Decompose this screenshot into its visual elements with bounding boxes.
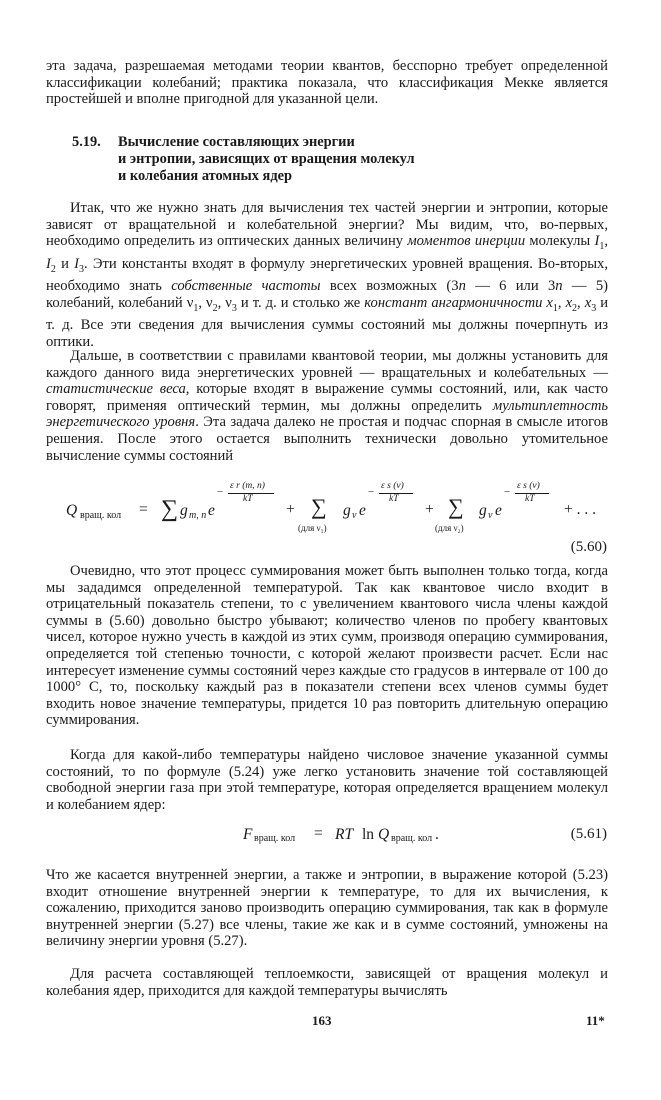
- eq2-q-symbol: Q: [378, 826, 390, 843]
- eq-plus-2: +: [425, 501, 434, 518]
- eq-e-2: e: [359, 502, 366, 519]
- emphasis-moments-of-inertia: моментов инерции: [407, 233, 526, 250]
- eq-g-2: g: [343, 502, 351, 519]
- top-paragraph: эта задача, разрешаемая методами теории квантов, бесспорно требует определенной классификации колебаний; практика показала, что классификация Мекке является простейшей и вполне пригодной для указанной цели.: [46, 58, 608, 108]
- eq-sum-1: ∑: [161, 496, 179, 522]
- eq2-f-subscript: вращ. кол: [254, 833, 296, 844]
- eq-exp-1-denominator: kT: [243, 494, 253, 504]
- eq-exp-2-numerator: ε s (v): [381, 481, 404, 491]
- section-number: 5.19.: [72, 134, 101, 150]
- eq-plus-1: +: [286, 501, 295, 518]
- eq-q-symbol: Q: [66, 502, 78, 519]
- eq2-dot: .: [435, 826, 439, 843]
- section-title-line-3: и колебания атомных ядер: [118, 168, 293, 184]
- paragraph-3: Очевидно, что этот процесс суммирования может быть выполнен только тогда, когда мы зададимся определенной температурой. Так как квантовое число входит в отрицательный показатель степени, то с увеличением квантового числа члены каждой суммы в (5.60) довольно быстро убывают; количество членов по пробегу квантовых чисел, которое нужно учесть в каждой из этих сумм, производя операцию суммирования, определяется той степенью точности, с которой желают произвести расчет. Если нас интересует изменение суммы состояний через каждые сто градусов в интервале от 100 до 1000° С, то, поскольку каждый раз в показатели степени всех членов суммы будет входить новое значение температуры, придется 10 раз повторить длительную операцию суммирования.: [46, 563, 608, 729]
- eq-g-3: g: [479, 502, 487, 519]
- eq-trailing-dots: + . . .: [564, 501, 596, 518]
- eq-e-1: e: [208, 502, 215, 519]
- equation-5-60: [0, 481, 661, 540]
- emphasis-statistical-weights: статистические веса: [46, 381, 186, 398]
- paragraph-5: Что же касается внутренней энергии, а также и энтропии, в выражение которой (5.23) входит отношение внутренней энергии к температуре, то для их вычисления, к сожалению, приходится заново производить операцию суммирования, так как в формуле внутренней энергии (5.27) все члены, такие же как и в сумме состояний, умножены на величину энергии уровня (5.27).: [46, 867, 608, 950]
- eq-equals: =: [139, 501, 148, 518]
- paragraph-1: Итак, что же нужно знать для вычисления тех частей энергии и энтропии, которые зависят от вращательной и колебательной энергии? Мы видим, что, во-первых, необходимо определить из оптических данных величину моментов инерции молекулы $I_1$, $I_2$ и $I_3$. Эти константы входят в формулу энергетических уровней вращения. Во-вторых, необходимо знать собственные частоты всех возможных (3n — 6 или 3n — 5) колебаний, колебаний $\nu_1$, $\nu_2$, $\nu_3$ и т. д. и столько же констант ангармоничности $x_1$, $x_2$, $x_3$ и т. д. Все эти сведения для вычисления суммы состояний мы должны почерпнуть из оптики.: [46, 200, 609, 350]
- paragraph-4: Когда для какой-либо температуры найдено числовое значение указанной суммы состояний, то по формуле (5.24) уже легко установить значение той составляющей свободной энергии газа при этой температуре, которая определяется вращением молекул и колебанием ядер:: [46, 747, 608, 813]
- page-number: 163: [312, 1013, 332, 1028]
- eq-sum-3-under: (для ν₂): [435, 523, 464, 533]
- eq2-q-subscript: вращ. кол: [391, 833, 433, 844]
- eq-exp-2-denominator: kT: [389, 494, 399, 504]
- section-title-line-1: Вычисление составляющих энергии: [118, 134, 355, 150]
- section-title-line-2: и энтропии, зависящих от вращения молекул: [118, 151, 415, 167]
- eq-sum-2: ∑: [311, 494, 327, 519]
- eq-q-subscript: вращ. кол: [80, 510, 122, 521]
- equation-5-61: [0, 824, 661, 848]
- eq2-rt: RT: [335, 826, 354, 843]
- eq-exp-1-numerator: ε r (m, n): [230, 481, 265, 491]
- eq2-equals: =: [314, 825, 323, 842]
- paragraph-6: Для расчета составляющей теплоемкости, зависящей от вращения молекул и колебания ядер, приходится для каждой температуры вычислять: [46, 966, 608, 999]
- eq2-ln: ln: [362, 826, 375, 843]
- eq-exp-3-denominator: kT: [525, 494, 535, 504]
- section-heading: [72, 134, 552, 185]
- eq-sum-2-under: (для ν₁): [298, 523, 327, 533]
- eq-exp-2-minus: −: [368, 486, 375, 498]
- eq-exp-3-minus: −: [504, 486, 511, 498]
- emphasis-eigenfrequencies: собственные частоты: [171, 278, 321, 295]
- eq-sum-3: ∑: [448, 494, 464, 519]
- equation-number-5-60: (5.60): [570, 539, 607, 555]
- eq-g-1-subscript: m, n: [189, 510, 207, 521]
- eq-exp-3-numerator: ε s (v): [517, 481, 540, 491]
- eq-g-3-subscript: v: [488, 510, 493, 521]
- signature-mark: 11*: [586, 1013, 605, 1028]
- eq-exp-1-minus: −: [217, 486, 224, 498]
- eq-g-1: g: [180, 502, 188, 519]
- emphasis-anharmonicity-constants: констант ангармоничности: [364, 294, 543, 311]
- emphasis-multiplicity: мультиплетность энергетического уровня: [46, 397, 608, 431]
- paragraph-2: Дальше, в соответствии с правилами квантовой теории, мы должны установить для каждого данного вида энергетических уровней — вращательных и колебательных — статистические веса, которые входят в выражение суммы состояний, или, как часто говорят, применяя оптический термин, мы должны определить мультиплетность энергетического уровня. Эта задача далеко не простая и подчас спорная в смысле итогов решения. После этого остается выполнить технически довольно утомительное вычисление суммы состояний: [46, 348, 608, 464]
- eq-g-2-subscript: v: [352, 510, 357, 521]
- eq-e-3: e: [495, 502, 502, 519]
- eq2-f-symbol: F: [243, 826, 253, 843]
- equation-number-5-61: (5.61): [570, 826, 607, 842]
